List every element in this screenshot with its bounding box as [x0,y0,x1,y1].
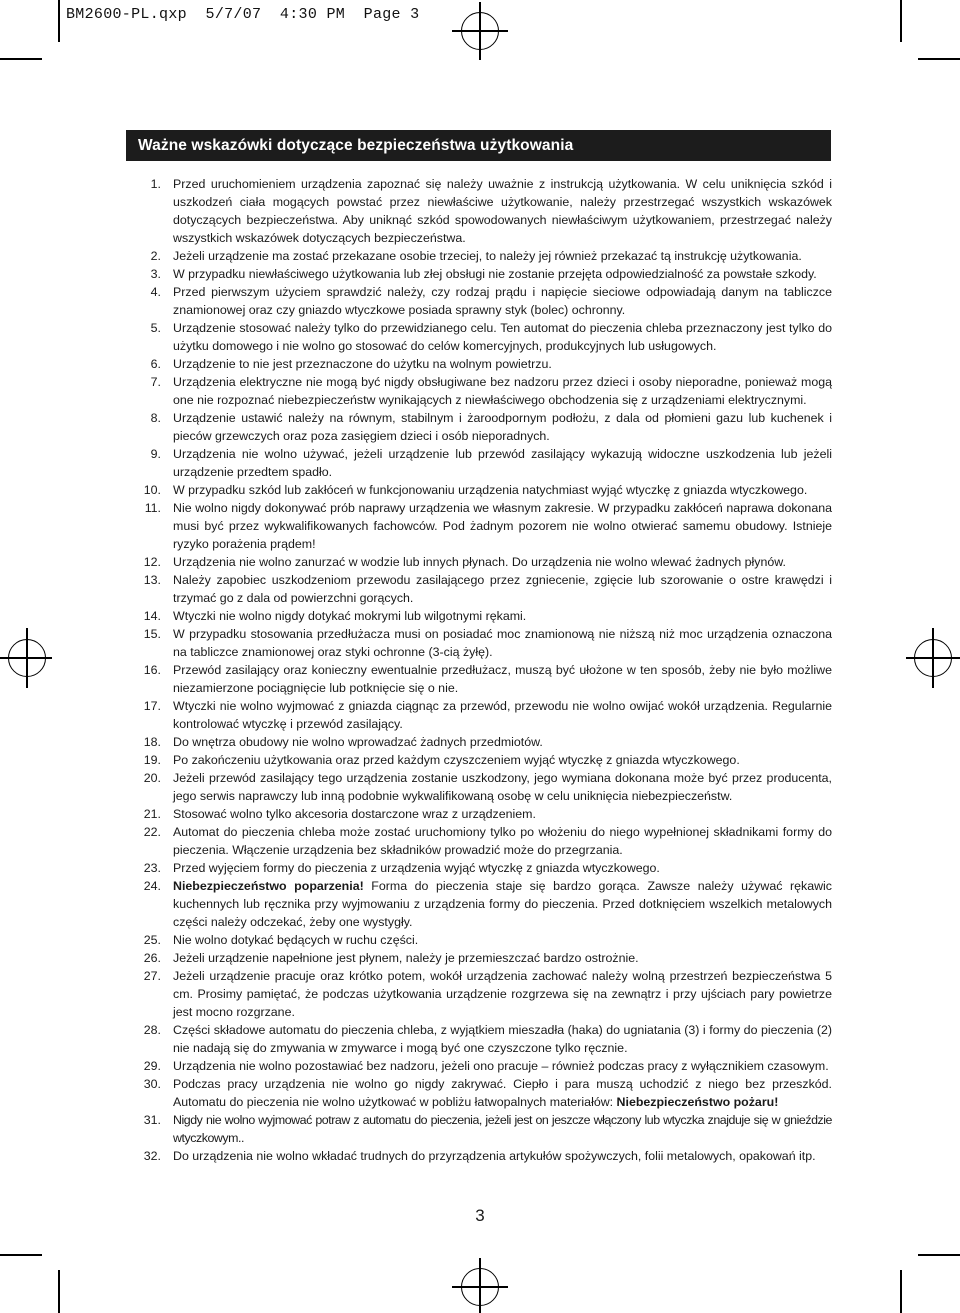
item-text [161,661,832,697]
item-number: 20. [143,771,161,785]
item-body: Nie wolno nigdy dokonywać prób naprawy urządzenia we własnym zakresie. W przypadku zakłóceń naprawa dokonana musi być przez wykwalifikowanych fachowców. Pod żadnym pozorem nie wolno otwierać samemu obudowy. Istnieje ryzyko porażenia prądem! [173,501,832,551]
item-body: Urządzenia nie wolno zanurzać w wodzie lub innych płynach. Do urządzenia nie wolno wlewać żadnych płynów. [173,555,786,569]
item-text [161,1111,832,1147]
item-number: 7. [150,375,161,389]
item-text [161,319,832,355]
item-number: 14. [143,609,161,623]
item-body: Przed pierwszym użyciem sprawdzić należy, czy rodzaj prądu i napięcie sieciowe odpowiadają danym na tabliczce znamionowej oraz czy gniazdo wtyczkowe posiada sprawny styk (bolec) ochronny. [173,285,832,317]
item-text [161,751,832,769]
item-text [161,373,832,409]
item-text [161,697,832,733]
item-text [161,733,832,751]
item-number: 30. [143,1077,161,1091]
item-body: Jeżeli urządzenie ma zostać przekazane osobie trzeciej, to należy jej również przekazać tą instrukcję użytkowania. [173,249,802,263]
item-number: 18. [143,735,161,749]
list-item [118,931,832,949]
page-number: 3 [475,1206,485,1225]
item-number: 9. [150,447,161,461]
item-body: Urządzenie to nie jest przeznaczone do użytku na wolnym powietrzu. [173,357,552,371]
item-text [161,445,832,481]
list-item [118,823,832,859]
list-item [118,265,832,283]
item-warning: Niebezpieczeństwo poparzenia! [173,879,364,893]
list-item [118,355,832,373]
item-number: 6. [150,357,161,371]
list-item [118,877,832,931]
list-item [118,733,832,751]
item-body: Urządzenia nie wolno pozostawiać bez nadzoru, jeżeli ono pracuje – również podczas pracy z wyłącznikiem czasowym. [173,1059,829,1073]
item-number: 12. [143,555,161,569]
item-text [161,1057,832,1075]
list-item [118,1021,832,1057]
item-text [161,949,832,967]
item-text [161,409,832,445]
item-body: Stosować wolno tylko akcesoria dostarczone wraz z urządzeniem. [173,807,536,821]
item-number: 13. [143,573,161,587]
item-body: Jeżeli przewód zasilający tego urządzenia zostanie uszkodzony, jego wymiana dokonana może być przez producenta, jego serwis naprawczy lub inną podobnie wykwalifikowaną osobę w celu uniknięcia niebezpieczeństw. [173,771,832,803]
item-body: Forma do pieczenia staje się bardzo gorąca. Zawsze należy używać rękawic kuchennych lub ręcznika przy wyjmowaniu z urządzenia formy do pieczenia. Przed dotknięciem wszelkich metalowych części należy odczekać, żeby one wystygły. [173,879,832,929]
item-number: 16. [143,663,161,677]
item-body: Urządzenia nie wolno używać, jeżeli urządzenie lub przewód zasilający wykazują widoczne uszkodzenia lub jeżeli urządzenie przedtem spadło. [173,447,832,479]
item-number: 27. [143,969,161,983]
item-warning: Niebezpieczeństwo pożaru! [616,1095,779,1109]
item-body: Urządzenie stosować należy tylko do przewidzianego celu. Ten automat do pieczenia chleba przeznaczony jest tylko do użytku domowego i nie wolno go stosować do celów komercyjnych, produkcyjnych lub usługowych. [173,321,832,353]
item-body: Do urządzenia nie wolno wkładać trudnych do przyrządzenia artykułów spożywczych, folii metalowych, opakowań itp. [173,1149,816,1163]
list-item [118,481,832,499]
item-text [161,859,832,877]
list-item [118,751,832,769]
item-text [161,175,832,247]
item-number: 2. [150,249,161,263]
item-text [161,499,832,553]
item-number: 25. [143,933,161,947]
list-item [118,607,832,625]
item-text [161,265,832,283]
list-item [118,967,832,1021]
item-body: Przewód zasilający oraz konieczny ewentualnie przedłużacz, muszą być ułożone w ten sposób, żeby nie było możliwe niezamierzone pociągnięcie lub potknięcie się o nie. [173,663,832,695]
item-number: 28. [143,1023,161,1037]
section-title-bar [126,130,831,161]
item-number: 22. [143,825,161,839]
item-number: 3. [150,267,161,281]
item-body: Podczas pracy urządzenia nie wolno go nigdy zakrywać. Ciepło i para muszą uchodzić z niego bez przeszkód. Automatu do pieczenia nie wolno użytkować w pobliżu łatwopalnych materiałów: [173,1077,832,1109]
list-item [118,553,832,571]
list-item [118,1057,832,1075]
list-item [118,805,832,823]
item-body: Do wnętrza obudowy nie wolno wprowadzać żadnych przedmiotów. [173,735,543,749]
item-number: 17. [143,699,161,713]
item-text [161,823,832,859]
list-item [118,319,832,355]
item-number: 32. [143,1149,161,1163]
item-body: Przed uruchomieniem urządzenia zapoznać się należy uważnie z instrukcją użytkowania. W celu uniknięcia szkód i uszkodzeń ciała mogących powstać przez niewłaściwe użytkowanie, należy przestrzegać wszystkich wskazówek dotyczących bezpieczeństwa. Aby uniknąć szkód spowodowanych niewłaściwym użytkowaniem, przestrzegać należy wszystkich wskazówek dotyczących bezpieczeństwa. [173,177,832,245]
item-number: 31. [143,1113,161,1127]
item-body: Przed wyjęciem formy do pieczenia z urządzenia wyjąć wtyczkę z gniazda wtyczkowego. [173,861,660,875]
item-number: 21. [143,807,161,821]
list-item [118,1075,832,1111]
item-text [161,805,832,823]
item-number: 11. [144,501,161,515]
item-text [161,625,832,661]
list-item [118,859,832,877]
item-text [161,1075,832,1111]
list-item [118,283,832,319]
item-number: 1. [150,177,161,191]
safety-instructions-list [118,175,832,1165]
list-item [118,499,832,553]
item-body: Automat do pieczenia chleba może zostać uruchomiony tylko po włożeniu do niego wypełnionej składnikami formy do pieczenia. Włączenie urządzenia bez składników prowadzić może do przegrzania. [173,825,832,857]
item-text [161,769,832,805]
printer-slug: BM2600-PL.qxp 5/7/07 4:30 PM Page 3 [66,6,420,23]
item-text [161,1147,832,1165]
item-body: Należy zapobiec uszkodzeniom przewodu zasilającego przez zgniecenie, zgięcie lub szorowanie o ostre krawędzi i trzymać go z dala od powierzchni gorących. [173,573,832,605]
list-item [118,697,832,733]
item-text [161,571,832,607]
item-number: 29. [143,1059,161,1073]
item-text [161,1021,832,1057]
item-number: 23. [143,861,161,875]
item-body: Nigdy nie wolno wyjmować potraw z automatu do pieczenia, jeżeli jest on jeszcze włączony lub wtyczka znajduje się w gnieździe wtyczkowym.. [173,1113,832,1145]
list-item [118,661,832,697]
list-item [118,175,832,247]
item-text [161,355,832,373]
list-item [118,409,832,445]
item-text [161,967,832,1021]
list-item [118,949,832,967]
item-text [161,553,832,571]
item-number: 10. [143,483,161,497]
item-body: Po zakończeniu użytkowania oraz przed każdym czyszczeniem wyjąć wtyczkę z gniazda wtyczkowego. [173,753,740,767]
item-body: Urządzenie ustawić należy na równym, stabilnym i żaroodpornym podłożu, z dala od płomieni gazu lub kuchenek i pieców grzewczych oraz poza zasięgiem dzieci i osób nieporadnych. [173,411,832,443]
list-item [118,373,832,409]
item-number: 19. [143,753,161,767]
item-body: Wtyczki nie wolno nigdy dotykać mokrymi lub wilgotnymi rękami. [173,609,527,623]
list-item [118,571,832,607]
item-body: Jeżeli urządzenie napełnione jest płynem, należy je przemieszczać bardzo ostrożnie. [173,951,639,965]
item-body: Jeżeli urządzenie pracuje oraz krótko potem, wokół urządzenia zachować należy wolną przestrzeń bezpieczeństwa 5 cm. Prosimy pamiętać, że podczas użytkowania urządzenie rozgrzewa się na zewnątrz i przy ujściach pary powietrze jest mocno rozgrzane. [173,969,832,1019]
item-number: 8. [150,411,161,425]
item-number: 24. [143,879,161,893]
item-body: W przypadku szkód lub zakłóceń w funkcjonowaniu urządzenia natychmiast wyjąć wtyczkę z gniazda wtyczkowego. [173,483,808,497]
item-number: 4. [150,285,161,299]
list-item [118,769,832,805]
item-text [161,481,832,499]
section-title: Ważne wskazówki dotyczące bezpieczeństwa użytkowania [138,137,574,154]
item-text [161,931,832,949]
item-number: 5. [150,321,161,335]
list-item [118,625,832,661]
item-text [161,283,832,319]
item-body: W przypadku niewłaściwego użytkowania lub złej obsługi nie zostanie przejęta odpowiedzialność za powstałe szkody. [173,267,817,281]
item-body: Nie wolno dotykać będących w ruchu części. [173,933,419,947]
item-text [161,247,832,265]
item-body: W przypadku stosowania przedłużacza musi on posiadać moc znamionową nie niższą niż moc urządzenia oznaczona na tabliczce znamionowej oraz styki ochronne (3-cią żyłę). [173,627,832,659]
list-item [118,1147,832,1165]
item-body: Części składowe automatu do pieczenia chleba, z wyjątkiem mieszadła (haka) do ugniatania (3) i formy do pieczenia (2) nie nadają się do zmywania w zmywarce i mogą być one czyszczone tylko ręcznie. [173,1023,832,1055]
item-body: Wtyczki nie wolno wyjmować z gniazda ciągnąc za przewód, przewodu nie wolno owijać wokół urządzenia. Regularnie kontrolować wtyczkę i przewód zasilający. [173,699,832,731]
list-item [118,445,832,481]
list-item [118,247,832,265]
list-item [118,1111,832,1147]
item-number: 15. [143,627,161,641]
item-text [161,877,832,931]
item-text [161,607,832,625]
item-body: Urządzenia elektryczne nie mogą być nigdy obsługiwane bez nadzoru przez dzieci i osoby nieporadne, ponieważ mogą one nie rozpoznać niebezpieczeństw wynikających z niewłaściwego obchodzenia się z urządzeniami elektrycznymi. [173,375,832,407]
item-number: 26. [143,951,161,965]
